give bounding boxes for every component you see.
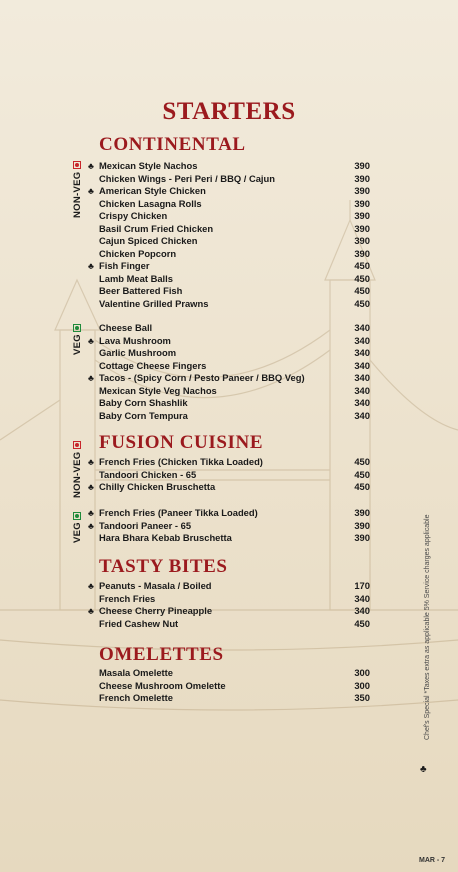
chef-hat-icon: ♣ bbox=[88, 373, 94, 383]
menu-item-name: Tandoori Paneer - 65 bbox=[99, 519, 192, 531]
menu-item bbox=[88, 198, 370, 211]
menu-item-price: 340 bbox=[354, 409, 370, 421]
menu-item bbox=[88, 532, 370, 545]
menu-item bbox=[88, 520, 370, 533]
menu-item bbox=[88, 397, 370, 410]
menu-item-name: Chicken Wings - Peri Peri / BBQ / Cajun bbox=[99, 172, 275, 184]
menu-item-name: Peanuts - Masala / Boiled bbox=[99, 580, 212, 591]
menu-item bbox=[88, 360, 370, 373]
menu-item-price: 300 bbox=[354, 667, 370, 678]
section-title-fusion: FUSION CUISINE bbox=[99, 432, 264, 453]
menu-item-name: Mexican Style Nachos bbox=[99, 160, 198, 171]
menu-item-name: Chicken Popcorn bbox=[99, 247, 177, 259]
menu-item bbox=[88, 260, 370, 273]
menu-item-name: French Fries bbox=[99, 592, 156, 604]
chef-hat-icon: ♣ bbox=[88, 161, 94, 171]
menu-item bbox=[88, 322, 370, 335]
menu-item bbox=[88, 605, 370, 618]
taxes-note: Chef's Special *Taxes extra as applicable 5% Service charges applicable bbox=[424, 514, 431, 740]
menu-item-price: 390 bbox=[354, 197, 370, 209]
menu-item-price: 450 bbox=[354, 468, 370, 480]
menu-item bbox=[88, 185, 370, 198]
menu-item-price: 340 bbox=[354, 592, 370, 604]
menu-item-name: Baby Corn Shashlik bbox=[99, 397, 188, 408]
menu-item bbox=[88, 210, 370, 223]
menu-item-name: Fried Cashew Nut bbox=[99, 617, 179, 629]
menu-item-name: Cheese Mushroom Omelette bbox=[99, 679, 226, 691]
non-veg-indicator bbox=[73, 161, 81, 169]
menu-item bbox=[88, 481, 370, 494]
menu-item-name: French Fries (Chicken Tikka Loaded) bbox=[99, 456, 263, 467]
menu-item bbox=[88, 469, 370, 482]
chef-hat-icon: ♣ bbox=[88, 520, 94, 531]
menu-item bbox=[88, 335, 370, 348]
section-title-omelettes: OMELETTES bbox=[99, 644, 224, 665]
menu-item-name: French Omelette bbox=[99, 692, 173, 703]
menu-item bbox=[88, 667, 370, 680]
page-number: MAR - 7 bbox=[419, 857, 446, 864]
non-veg-label: NON-VEG bbox=[72, 171, 83, 218]
menu-item-name: Tandoori Chicken - 65 bbox=[99, 468, 197, 480]
menu-item-price: 450 bbox=[354, 617, 370, 629]
menu-item-price: 390 bbox=[354, 185, 370, 196]
menu-item bbox=[88, 692, 370, 705]
menu-item-price: 390 bbox=[354, 210, 370, 221]
menu-item-name: Basil Crum Fried Chicken bbox=[99, 222, 214, 234]
menu-item-name: French Fries (Paneer Tikka Loaded) bbox=[99, 507, 258, 518]
menu-item-price: 340 bbox=[354, 384, 370, 396]
menu-item-price: 390 bbox=[354, 247, 370, 259]
menu-item-price: 390 bbox=[354, 235, 370, 246]
menu-item-name: Baby Corn Tempura bbox=[99, 409, 188, 421]
chef-hat-icon: ♣ bbox=[420, 764, 427, 775]
non-veg-indicator bbox=[73, 441, 81, 449]
menu-item-price: 340 bbox=[354, 397, 370, 408]
menu-item bbox=[88, 347, 370, 360]
menu-item-name: Fish Finger bbox=[99, 260, 150, 271]
menu-item bbox=[88, 680, 370, 693]
chef-hat-icon: ♣ bbox=[88, 186, 94, 196]
menu-item-name: American Style Chicken bbox=[99, 185, 206, 196]
menu-item-name: Cajun Spiced Chicken bbox=[99, 235, 198, 246]
menu-item-price: 390 bbox=[354, 172, 370, 184]
menu-item-price: 390 bbox=[354, 532, 370, 543]
menu-item bbox=[88, 223, 370, 236]
chef-hat-icon: ♣ bbox=[88, 261, 94, 271]
menu-item-price: 350 bbox=[354, 692, 370, 703]
menu-item-price: 390 bbox=[354, 519, 370, 531]
veg-indicator bbox=[73, 512, 81, 520]
menu-item-name: Hara Bhara Kebab Bruschetta bbox=[99, 532, 232, 543]
menu-item-name: Beer Battered Fish bbox=[99, 285, 183, 296]
menu-item bbox=[88, 593, 370, 606]
menu-item bbox=[88, 248, 370, 261]
menu-item-name: Cheese Ball bbox=[99, 322, 153, 333]
menu-item-name: Lava Mushroom bbox=[99, 334, 171, 346]
menu-item bbox=[88, 507, 370, 520]
menu-item bbox=[88, 298, 370, 311]
menu-item-price: 340 bbox=[354, 334, 370, 346]
menu-item bbox=[88, 285, 370, 298]
menu-item-price: 170 bbox=[354, 580, 370, 591]
chef-hat-icon: ♣ bbox=[88, 457, 94, 467]
chef-hat-icon: ♣ bbox=[88, 335, 94, 346]
menu-item bbox=[88, 410, 370, 423]
menu-item-price: 450 bbox=[354, 285, 370, 296]
menu-item bbox=[88, 580, 370, 593]
menu-item-name: Chicken Lasagna Rolls bbox=[99, 197, 202, 209]
menu-item bbox=[88, 235, 370, 248]
menu-item-price: 390 bbox=[354, 160, 370, 171]
menu-item-name: Cottage Cheese Fingers bbox=[99, 359, 207, 371]
chef-hat-icon: ♣ bbox=[88, 482, 94, 492]
menu-item bbox=[88, 456, 370, 469]
menu-item-price: 340 bbox=[354, 605, 370, 616]
chef-hat-icon: ♣ bbox=[88, 581, 94, 591]
menu-item bbox=[88, 618, 370, 631]
menu-item-name: Lamb Meat Balls bbox=[99, 272, 173, 284]
menu-item-price: 450 bbox=[354, 272, 370, 284]
menu-item bbox=[88, 160, 370, 173]
menu-item-price: 340 bbox=[354, 347, 370, 358]
menu-item-name: Masala Omelette bbox=[99, 667, 173, 678]
menu-item bbox=[88, 385, 370, 398]
veg-indicator bbox=[73, 324, 81, 332]
menu-item-name: Valentine Grilled Prawns bbox=[99, 297, 209, 309]
veg-label: VEG bbox=[72, 522, 83, 543]
menu-item-name: Crispy Chicken bbox=[99, 210, 168, 221]
veg-label: VEG bbox=[72, 334, 83, 355]
menu-item-name: Tacos - (Spicy Corn / Pesto Paneer / BBQ Veg) bbox=[99, 372, 305, 383]
menu-item-price: 390 bbox=[354, 222, 370, 234]
menu-item-name: Cheese Cherry Pineapple bbox=[99, 605, 213, 616]
non-veg-label: NON-VEG bbox=[72, 451, 83, 498]
page-title: STARTERS bbox=[162, 98, 296, 125]
menu-item bbox=[88, 173, 370, 186]
menu-item bbox=[88, 273, 370, 286]
menu-item-price: 300 bbox=[354, 679, 370, 691]
menu-item-price: 450 bbox=[354, 481, 370, 492]
section-title-continental: CONTINENTAL bbox=[99, 134, 246, 155]
section-title-tasty-bites: TASTY BITES bbox=[99, 556, 228, 577]
menu-item-price: 390 bbox=[354, 507, 370, 518]
chef-hat-icon: ♣ bbox=[88, 606, 94, 616]
chef-hat-icon: ♣ bbox=[88, 508, 94, 518]
menu-item-price: 450 bbox=[354, 260, 370, 271]
menu-item-price: 340 bbox=[354, 359, 370, 371]
menu-item-price: 450 bbox=[354, 456, 370, 467]
menu-item-price: 340 bbox=[354, 372, 370, 383]
menu-item-price: 450 bbox=[354, 297, 370, 309]
menu-item bbox=[88, 372, 370, 385]
menu-item-name: Chilly Chicken Bruschetta bbox=[99, 481, 216, 492]
menu-item-name: Garlic Mushroom bbox=[99, 347, 177, 358]
menu-item-name: Mexican Style Veg Nachos bbox=[99, 384, 217, 396]
menu-item-price: 340 bbox=[354, 322, 370, 333]
